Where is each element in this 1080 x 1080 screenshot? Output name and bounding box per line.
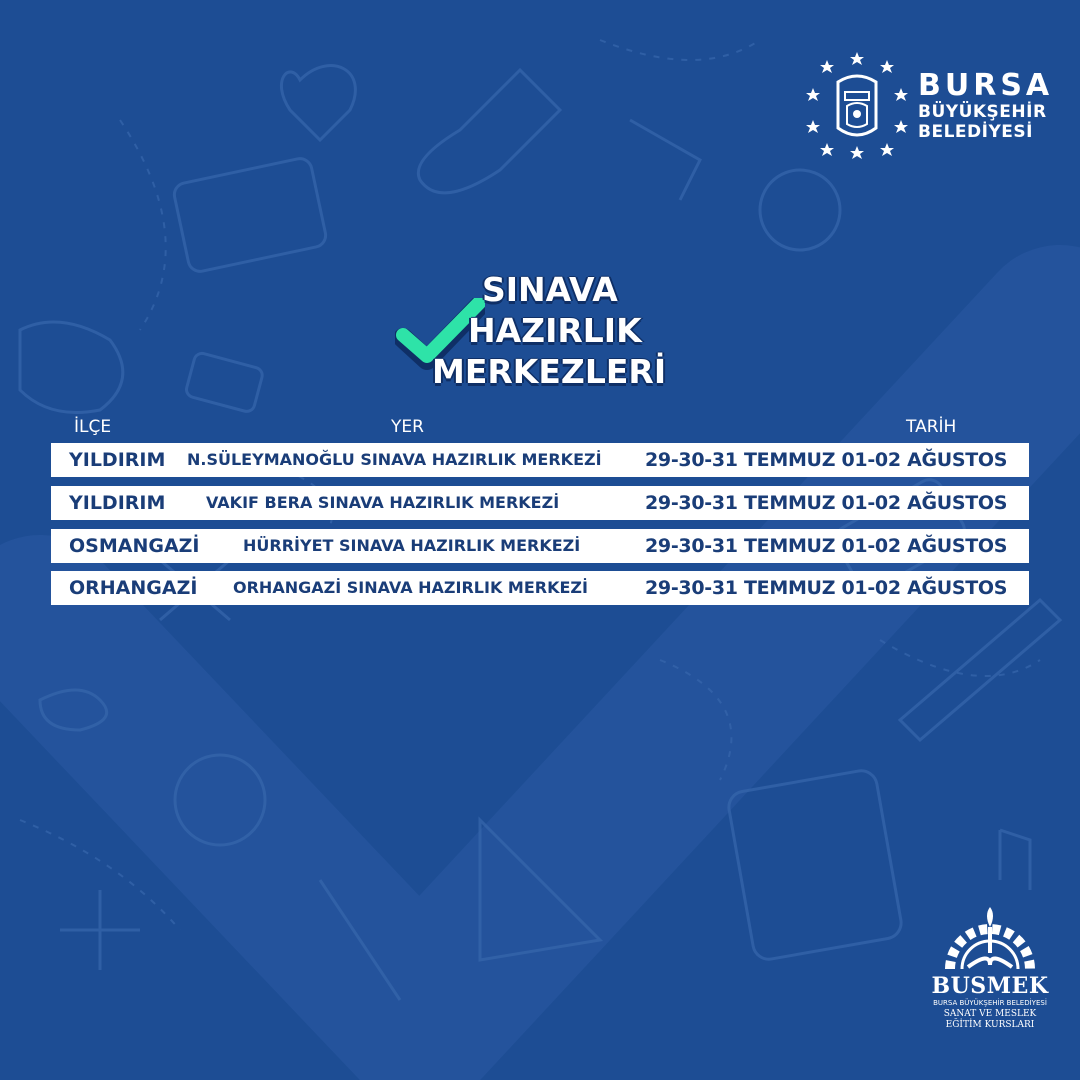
header-ilce: İLÇE [74,417,112,437]
row-yer: ORHANGAZİ SINAVA HAZIRLIK MERKEZİ [233,578,588,597]
row-yer: VAKIF BERA SINAVA HAZIRLIK MERKEZİ [206,493,560,512]
header-yer: YER [391,417,424,437]
header-tarih: TARİH [906,417,957,437]
table-row [51,486,1029,520]
busmek-subtitle-2: SANAT VE MESLEK [943,1009,1037,1019]
busmek-logo [930,905,1050,1035]
headline [395,268,715,391]
logo-line-1: BURSA [918,68,1054,103]
table-row [51,529,1029,563]
row-ilce: YILDIRIM [69,449,166,471]
row-ilce: ORHANGAZİ [69,577,198,599]
busmek-subtitle-3: EĞİTİM KURSLARI [945,1020,1035,1030]
busmek-subtitle-1: BURSA BÜYÜKŞEHİR BELEDİYESİ [933,999,1047,1007]
bursa-municipality-emblem [805,50,910,160]
row-tarih: 29-30-31 TEMMUZ 01-02 AĞUSTOS [645,577,1008,599]
row-tarih: 29-30-31 TEMMUZ 01-02 AĞUSTOS [645,535,1008,557]
row-yer: N.SÜLEYMANOĞLU SINAVA HAZIRLIK MERKEZİ [187,450,602,469]
busmek-gear-book-icon [938,905,1042,975]
row-tarih: 29-30-31 TEMMUZ 01-02 AĞUSTOS [645,449,1008,471]
headline-line-2: HAZIRLIK [468,311,642,350]
municipality-logo [805,50,1055,165]
table-row [51,571,1029,605]
row-yer: HÜRRİYET SINAVA HAZIRLIK MERKEZİ [243,536,581,555]
logo-line-2: BÜYÜKŞEHİR [918,102,1047,122]
busmek-name: BUSMEK [931,973,1049,999]
table-row [51,443,1029,477]
row-ilce: OSMANGAZİ [69,535,200,557]
headline-line-3: MERKEZLERİ [432,352,667,391]
headline-line-1: SINAVA [482,270,618,309]
logo-line-3: BELEDİYESİ [918,122,1033,142]
row-tarih: 29-30-31 TEMMUZ 01-02 AĞUSTOS [645,492,1008,514]
row-ilce: YILDIRIM [69,492,166,514]
